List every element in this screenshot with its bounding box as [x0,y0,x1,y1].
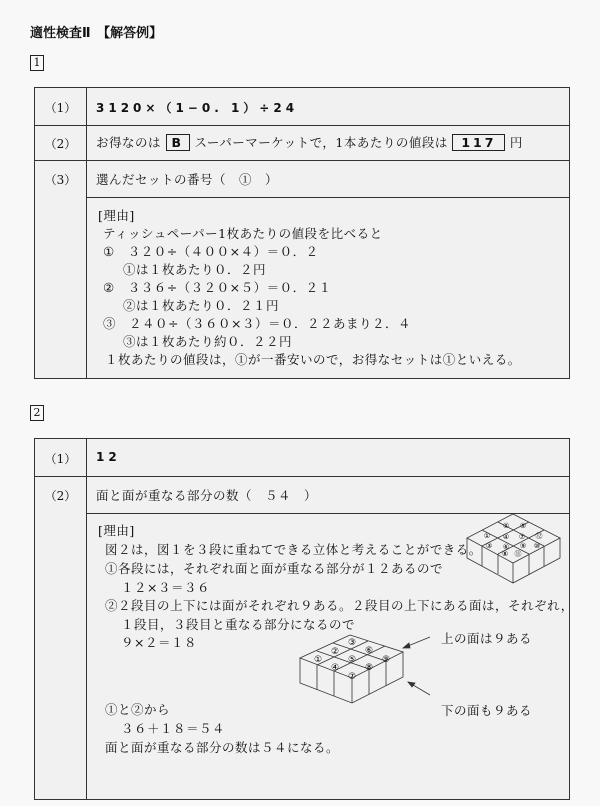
small-cube-number: ① [483,532,491,540]
small-cube-number: ⑦ [518,533,526,541]
page-title: 適性検査Ⅱ 【解答例】 [30,26,163,41]
reason-conclusion: １枚あたりの値段は，①が一番安いので，お得なセットは①といえる。 [105,352,521,367]
small-cube-number: ④ [502,533,510,541]
small-cube-figure [467,514,560,583]
reason-heading: [理由] [98,523,135,538]
figure-label-top: 上の面は９ある [441,631,533,646]
row-number: （2） [44,137,77,151]
row-number: （1） [44,452,77,466]
figure-label-bottom: 下の面も９ある [441,703,533,718]
reason-line: ② ３３６÷（３２０×５）＝０．２１ [103,280,332,295]
large-cube-number: ③ [347,638,357,648]
small-cube-number: ⑪ [514,550,522,558]
small-cube-number: ⑩ [533,542,541,550]
row-number: （2） [44,489,77,503]
reason-line: ③ ２４０÷（３６０×３）＝０．２２あまり２．４ [103,316,411,331]
small-cube-number: ⑨ [519,542,527,550]
row-number: （3） [44,173,77,187]
answer-middle: スーパーマーケットで，1本あたりの値段は [194,135,448,150]
question-1-label: 1 [30,55,44,71]
reason-line: ３６＋１８＝５４ [121,721,226,736]
large-cube-number: ⑦ [347,672,357,682]
small-cube-number: ③ [485,542,493,550]
answer-box-store: B [166,134,191,151]
reason-line: ②２段目の上下には面がそれぞれ９ある。２段目の上下にある面は，それぞれ， [105,598,574,613]
reason-line: ティッシュペーパー1枚あたりの値段を比べると [103,226,383,241]
answer-box-price: 117 [452,134,505,151]
reason-line: ①は１枚あたり０．２円 [123,262,267,277]
large-cube-number: ⑥ [364,646,374,656]
reason-line: ①各段には，それぞれ面と面が重なる部分が１２あるので [105,561,444,576]
answer-1-3: 選んだセットの番号（ ① ） [96,172,279,187]
large-cube-number: ① [313,655,323,665]
small-cube-number: ⑧ [501,550,509,558]
answer-suffix: 円 [509,135,523,150]
answer-2-2: 面と面が重なる部分の数（ ５４ ） [96,488,318,503]
reason-line: ①と②から [105,702,171,717]
answer-2-1: 12 [96,450,121,464]
large-cube-number: ⑤ [347,655,357,665]
reason-heading: [理由] [98,208,135,223]
large-cube-number: ⑨ [381,655,391,665]
small-cube-number: ② [502,522,510,530]
large-cube-number: ⑧ [364,663,374,673]
answer-prefix: お得なのは [96,135,162,150]
reason-line: １段目，３段目と重なる部分になるので [121,617,356,632]
reason-line: １２×３＝３６ [121,580,210,595]
small-cube-numbers [484,522,543,558]
reason-conclusion: 面と面が重なる部分の数は５４になる。 [105,740,340,755]
small-cube-number: ⑤ [519,522,527,530]
reason-line: ９×２＝１８ [121,635,197,650]
large-cube-number: ② [330,647,340,657]
question-2-label: 2 [30,405,44,421]
reason-line: ① ３２０÷（４００×４）＝０．２ [103,244,319,259]
answer-1-1: 3120×（1−0. 1）÷24 [96,101,299,115]
small-cube-number: ⑫ [535,532,543,540]
small-cube-number: ⑥ [502,543,510,551]
reason-line: 図２は，図１を３段に重ねてできる立体と考えることができる。 [105,542,482,557]
reason-line: ③は１枚あたり約０．２２円 [123,334,293,349]
large-cube-number: ④ [330,663,340,673]
row-number: （1） [44,101,77,115]
reason-line: ②は１枚あたり０．２１円 [123,298,280,313]
